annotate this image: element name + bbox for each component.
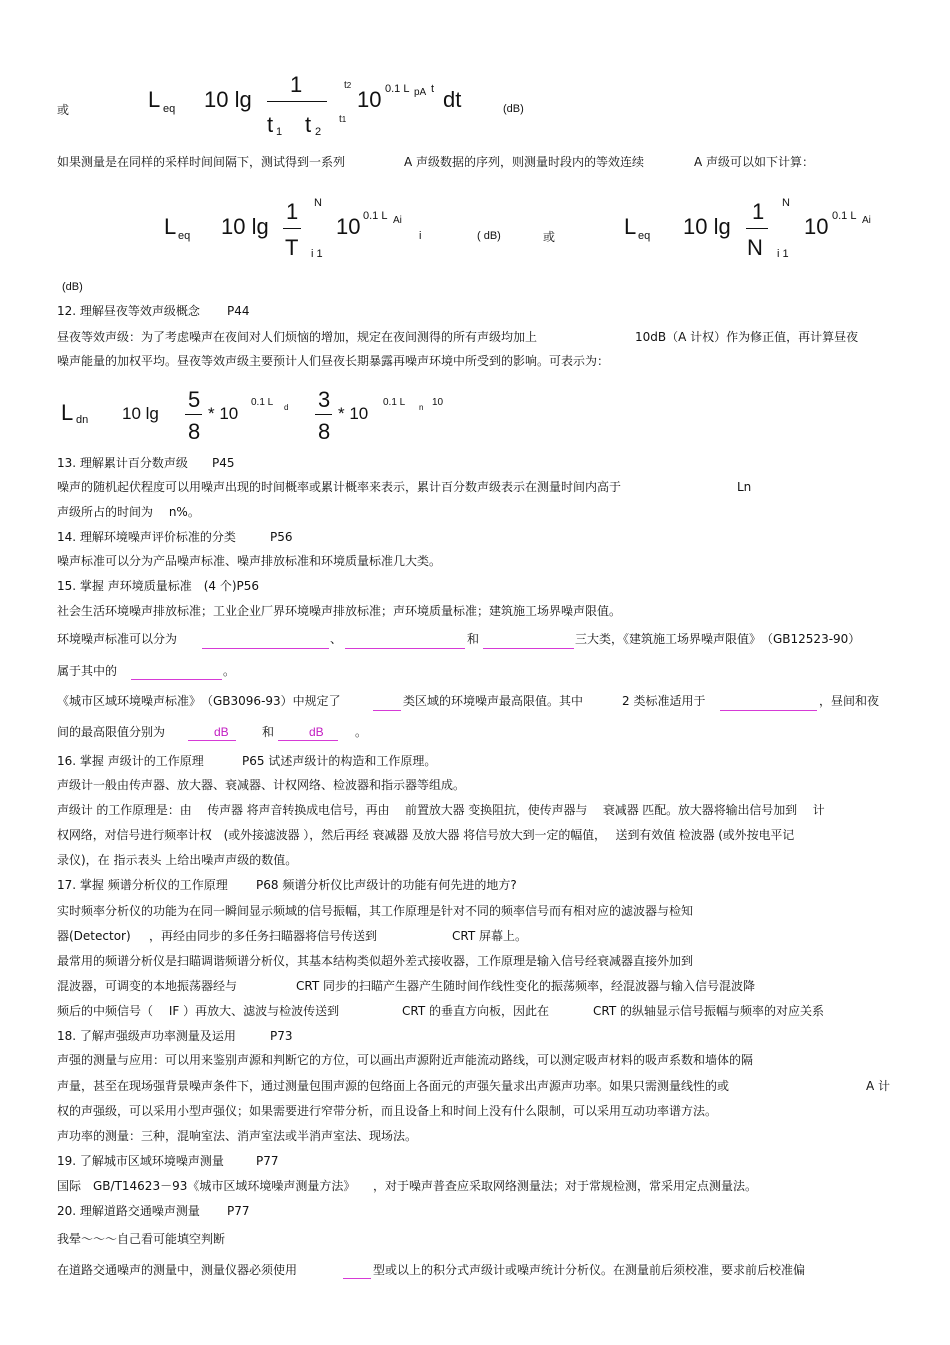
times-ten-2: * 10 <box>338 404 369 423</box>
section-14-para-1: 噪声标准可以分为产品噪声标准、噪声排放标准和环境质量标准几大类。 <box>57 554 442 568</box>
exponent-sub: Ai <box>393 215 402 226</box>
exponent-day-sub: d <box>284 403 289 412</box>
denom-t2: t <box>305 112 312 137</box>
blank-input-8[interactable] <box>278 740 338 741</box>
blank-unit-dB-1: dB <box>214 725 229 739</box>
numerator-one-2: 1 <box>752 199 765 224</box>
denom-t2-sub: 2 <box>315 126 322 138</box>
sum-upper-N-2: N <box>782 197 790 209</box>
denominator-T: T <box>285 235 299 260</box>
exponent-t: t <box>431 83 435 95</box>
denom-t1-sub: 1 <box>276 126 283 138</box>
sum-lower-2: i 1 <box>777 248 789 260</box>
blank-unit-dB-2: dB <box>309 725 324 739</box>
ten-lg: 10 lg <box>221 214 269 239</box>
exponent: 0.1 L <box>385 83 410 95</box>
times-ten: * 10 <box>208 404 239 423</box>
blank-input-9[interactable] <box>343 1278 371 1279</box>
dt: dt <box>443 87 462 112</box>
symbol-L: L <box>164 214 177 239</box>
section-16-para-3: 权网络，对信号进行频率计权 (或外接滤波器 ），然后再经 衰减器 及放大器 将信号放大到一定的幅值， 送到有效值 检波器 (或外按电平记 <box>57 828 795 842</box>
denominator-8-2: 8 <box>318 419 331 444</box>
unit-dB: (dB) <box>503 103 524 115</box>
blank-input-1[interactable] <box>202 648 329 649</box>
section-18-para-4: 声功率的测量：三种，混响室法、消声室法或半消声室法、现场法。 <box>57 1129 418 1143</box>
subscript-dn: dn <box>76 414 89 426</box>
exponent-night: 0.1 L <box>383 397 406 408</box>
exponent-2: 0.1 L <box>832 210 857 222</box>
section-18-para-1: 声强的测量与应用：可以用来鉴别声源和判断它的方位，可以画出声源附近声能流动路线，可以测定吸声材料的吸声系数和墙体的隔 <box>57 1053 754 1067</box>
blank-input-5[interactable] <box>373 710 401 711</box>
fraction-bar <box>283 228 301 229</box>
section-16-para-4: 录仪)，在 指示表头 上给出噪声声级的数值。 <box>57 853 298 867</box>
ten-lg: 10 lg <box>122 404 159 423</box>
symbol-L: L <box>148 87 161 112</box>
section-17-para-1: 实时频率分析仪的功能为在同一瞬间显示频域的信号振幅，其工作原理是针对不同的频率信号而有相对应的滤波器与检知 <box>57 904 694 918</box>
ten-lg: 10 lg <box>204 87 252 112</box>
numerator-3: 3 <box>318 387 331 412</box>
section-13-para-2: 声级所占的时间为 n%。 <box>57 505 200 519</box>
blank-input-3[interactable] <box>483 648 574 649</box>
numerator-one: 1 <box>290 72 303 97</box>
fraction-bar-2 <box>315 414 332 415</box>
exponent-night-tail: 10 <box>432 397 444 408</box>
symbol-L: L <box>61 400 74 425</box>
blank-input-4[interactable] <box>131 679 222 680</box>
unit-dB: ( dB) <box>477 230 501 242</box>
section-17-para-3: 最常用的频谱分析仪是扫瞄调谐频谱分析仪，其基本结构类似超外差式接收器，工作原理是输入信号经衰减器直接外加到 <box>57 954 694 968</box>
ten-lg-2: 10 lg <box>683 214 731 239</box>
exponent-day: 0.1 L <box>251 397 274 408</box>
index-i: i <box>419 230 422 242</box>
sum-lower: i 1 <box>311 248 323 260</box>
sum-upper-N: N <box>314 197 322 209</box>
subscript-eq-2: eq <box>638 230 651 242</box>
blank-input-2[interactable] <box>345 648 465 649</box>
exponent: 0.1 L <box>363 210 388 222</box>
section-16-para-1: 声级计一般由传声器、放大器、衰减器、计权网络、检波器和指示器等组成。 <box>57 778 466 792</box>
fraction-bar <box>267 101 327 102</box>
exponent-sub: pA <box>414 87 427 98</box>
exponent-night-sub: n <box>419 403 424 412</box>
fraction-bar <box>185 414 202 415</box>
base-ten: 10 <box>336 214 361 239</box>
section-12-para-2: 噪声能量的加权平均。昼夜等效声级主要预计人们昼夜长期暴露再噪声环境中所受到的影响。可表示为： <box>57 354 610 368</box>
blank-input-7[interactable] <box>188 740 236 741</box>
base-ten-2: 10 <box>804 214 829 239</box>
denom-t1: t <box>267 112 274 137</box>
symbol-L-2: L <box>624 214 637 239</box>
denominator-N: N <box>747 235 763 260</box>
subscript-eq: eq <box>163 103 176 115</box>
exponent-sub-2: Ai <box>862 215 871 226</box>
lower-limit: t1 <box>339 114 347 125</box>
numerator-one: 1 <box>286 199 299 224</box>
upper-limit: t2 <box>344 80 352 91</box>
subscript-eq: eq <box>178 230 191 242</box>
numerator-5: 5 <box>188 387 201 412</box>
or-label: 或 <box>57 103 70 117</box>
section-20-para-1: 我晕～～～自己看可能填空判断 <box>57 1232 226 1246</box>
unit-dB-standalone: (dB) <box>62 281 83 293</box>
section-18-para-3: 权的声强级，可以采用小型声强仪；如果需要进行窄带分析，而且设备上和时间上没有什么限制，可以采用互动功率谱方法。 <box>57 1104 718 1118</box>
section-15-para-1: 社会生活环境噪声排放标准；工业企业厂界环境噪声排放标准；声环境质量标准；建筑施工场界噪声限值。 <box>57 604 622 618</box>
base-ten: 10 <box>357 87 382 112</box>
blank-input-6[interactable] <box>720 710 817 711</box>
section-15-heading: 15. 掌握 声环境质量标准 (4 个)P56 <box>57 579 260 593</box>
denominator-8: 8 <box>188 419 201 444</box>
or-label: 或 <box>543 230 556 244</box>
section-16-para-2: 声级计 的工作原理是：由 传声器 将声音转换成电信号，再由 前置放大器 变换阻抗，使传声器与 衰减器 匹配。放大器将输出信号加到 计 <box>57 803 825 817</box>
fraction-bar-2 <box>746 228 768 229</box>
